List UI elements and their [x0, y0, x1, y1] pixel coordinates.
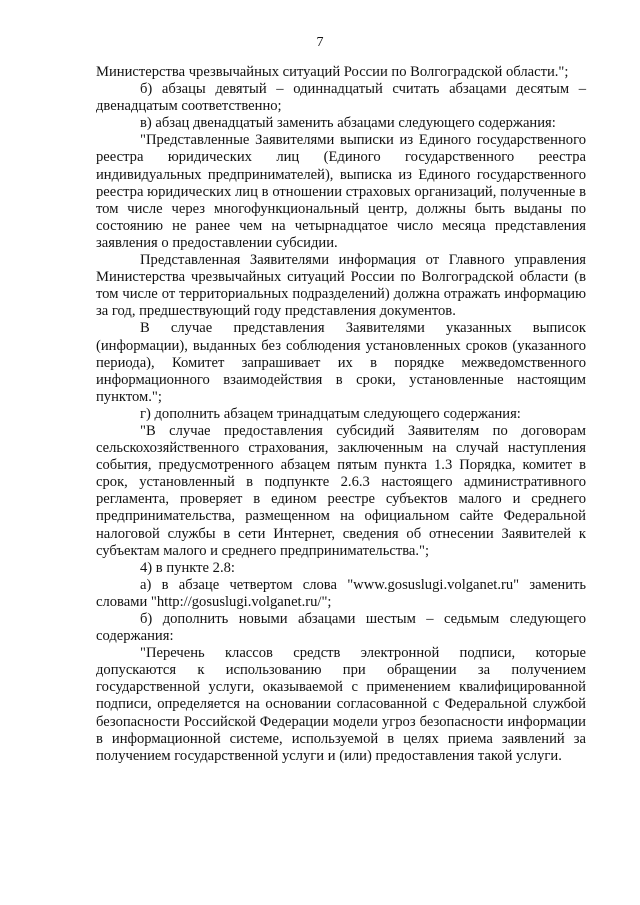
page-number: 7	[316, 35, 324, 50]
paragraph-item-b: б) абзацы девятый – одиннадцатый считать абзацами десятым – двенадцатым соответственно;	[96, 81, 586, 115]
paragraph-item-4: 4) в пункте 2.8:	[140, 559, 235, 576]
paragraph-item-b2: б) дополнить новыми абзацами шестым – седьмым следующего содержания:	[96, 611, 586, 645]
paragraph-item-a: а) в абзаце четвертом слова "www.gosuslugi.volganet.ru" заменить словами "http://gosuslugi.volganet.ru/";	[96, 576, 586, 610]
paragraph-quote-signature: "Перечень классов средств электронной подписи, которые допускаются к использованию при обращении за получением государственной услуги, оказываемой с применением квалифицированной подписи, определяется на основании согласованной с Федеральной службой безопасности Российской Федерации модели угроз безопасности информации в информационной системе, используемой в целях приема заявлений за получением государственной услуги и (или) предоставления такой услуги.	[96, 645, 586, 764]
paragraph-item-g: г) дополнить абзацем тринадцатым следующего содержания:	[140, 405, 521, 422]
paragraph-committee-request: В случае представления Заявителями указанных выписок (информации), выданных без соблюдения установленных сроков (указанного периода), Комитет запрашивает их в порядке межведомственного информационного взаимодействия в сроки, установленные настоящим пунктом.";	[96, 320, 586, 405]
paragraph-continuation: Министерства чрезвычайных ситуаций России по Волгоградской области.";	[96, 64, 569, 80]
document-body	[96, 64, 586, 765]
paragraph-quote-subsidies: "В случае предоставления субсидий Заявителям по договорам сельскохозяйственного страхования, заключенным на случай наступления события, предусмотренного абзацем пятым пункта 1.3 Порядка, комитет в срок, установленный в подпункте 2.6.3 настоящего административного регламента, проверяет в едином реестре субъектов малого и среднего предпринимательства, размещенном на официальном сайте Федеральной налоговой службы в сети Интернет, сведения об отнесении Заявителей к субъектам малого и среднего предпринимательства.";	[96, 422, 586, 559]
paragraph-ministry-info: Представленная Заявителями информация от Главного управления Министерства чрезвычайных ситуаций России по Волгоградской области (в том числе от территориальных подразделений) должна отражать информацию за год, предшествующий году представления документов.	[96, 252, 586, 320]
paragraph-quote-extracts: "Представленные Заявителями выписки из Единого государственного реестра юридических лиц (Единого государственного реестра индивидуальных предпринимателей), выписка из Единого государственного реестра юридических лиц в отношении страховых организаций, полученные в том числе через многофункциональный центр, должны быть выданы по состоянию не ранее чем на четырнадцатое число месяца представления заявления о предоставлении субсидии.	[96, 132, 586, 251]
paragraph-item-v: в) абзац двенадцатый заменить абзацами следующего содержания:	[140, 115, 556, 132]
